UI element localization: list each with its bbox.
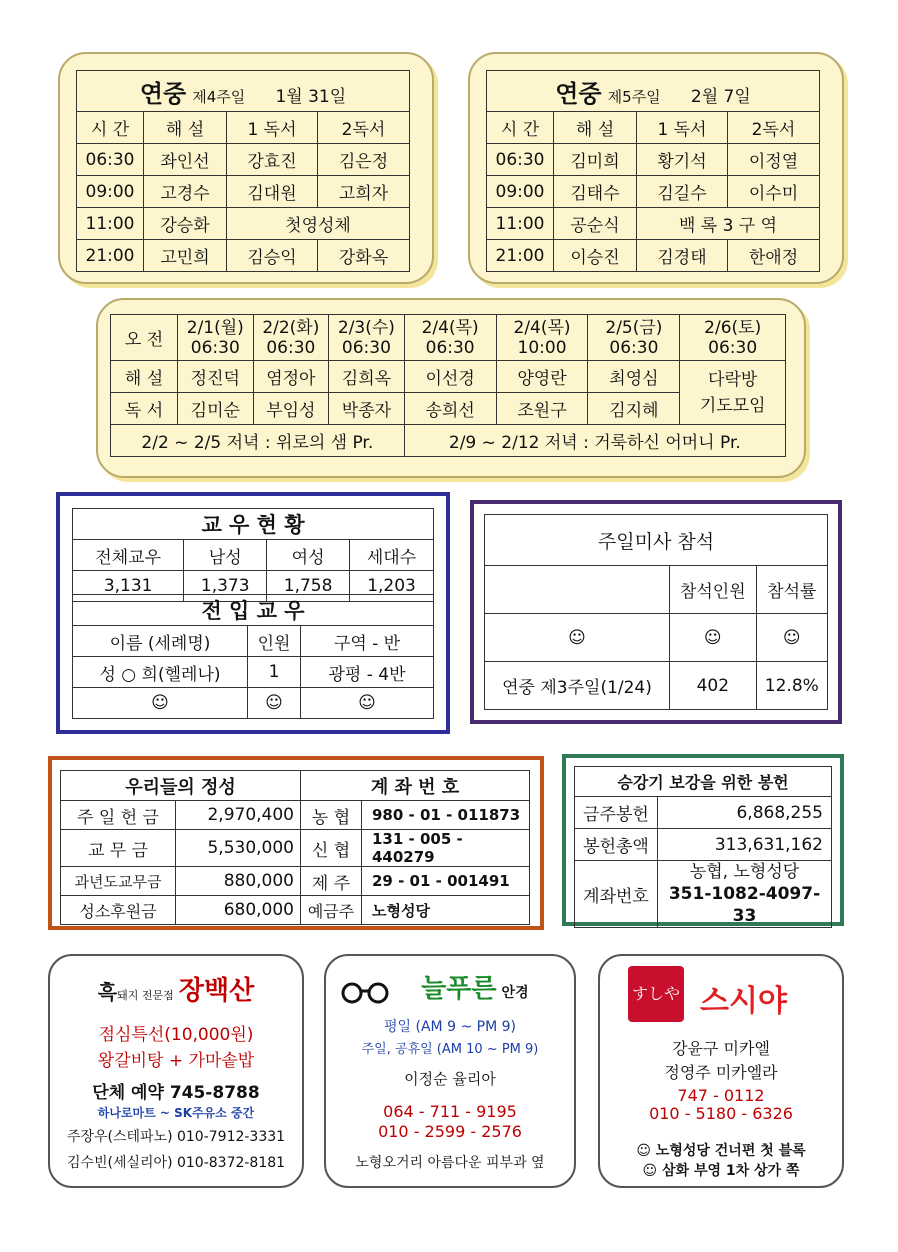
cell-weekday-days-0-time: 06:30	[190, 337, 240, 358]
cell-weekday-days-4-commentary: 양영란	[496, 361, 588, 393]
cell-week4-rows-3-0: 21:00	[77, 240, 144, 272]
cell-parish-headers-3: 세대수	[350, 540, 434, 571]
cell-offering-rows-1-account: 131 - 005 - 440279	[362, 830, 530, 867]
cell-weekday-days-4-reading: 조원구	[496, 393, 588, 425]
label-commentary: 해 설	[111, 361, 178, 393]
cell-ad1-line5: 주장우(스테파노) 010-7912-3331	[66, 1129, 286, 1145]
cell-ad2-line4: 064 - 711 - 9195	[383, 1102, 517, 1121]
cell-weekday-days-2-reading: 박종자	[329, 393, 405, 425]
cell-week5-headers-2: 1 독서	[637, 112, 728, 144]
attendance-title: 주일미사 참석	[485, 515, 828, 566]
week4-date: 1월 31일	[275, 86, 347, 107]
cell-ad1-prefix: 흑	[97, 980, 118, 1004]
cell-week5-rows-2-1: 공순식	[554, 208, 637, 240]
cell-week4-rows-3-2: 김승익	[227, 240, 318, 272]
parish-status	[56, 492, 450, 734]
cell-week4-rows-2-0: 11:00	[77, 208, 144, 240]
cell-parish-newcomer_row-0: 성 ○ 희(헬레나)	[73, 657, 248, 688]
cell-attendance-headers-1: 참석인원	[670, 566, 757, 614]
cell-week4-rows-0-3: 김은정	[318, 144, 410, 176]
cell-ad2-suffix: 안경	[501, 985, 529, 1001]
cell-week5-rows-0-2: 황기석	[637, 144, 728, 176]
cell-weekday-days-6-merged-0: 다락방	[708, 369, 758, 390]
cell-ad3-line3: 747 - 0112	[677, 1086, 765, 1105]
cell-attendance-smiles-2: ☺	[756, 614, 827, 662]
cell-attendance-headers-2: 참석률	[756, 566, 827, 614]
attendance	[470, 500, 842, 724]
ad-sushiya	[598, 954, 844, 1188]
cell-week4-rows-0-1: 좌인선	[144, 144, 227, 176]
cell-offering-rows-3-label: 성소후원금	[61, 896, 176, 925]
cell-parish-smiles-0: ☺	[73, 688, 248, 719]
cell-ad2-name: 늘푸른	[421, 974, 497, 1004]
account-title: 계 좌 번 호	[301, 771, 530, 801]
week4-title-cell	[77, 71, 410, 112]
cell-attendance-row-2: 12.8%	[756, 662, 827, 710]
header-reading1: 1 독서	[227, 112, 318, 144]
elevator-offering	[562, 754, 844, 926]
cell-ad1-line1: 점심특선(10,000원)	[98, 1025, 254, 1045]
week4-schedule	[58, 52, 434, 284]
cell-ad1-prefix_small: 돼지 전문점	[117, 989, 174, 1002]
cell-weekday-days-6-date: 2/6(토)	[704, 317, 762, 338]
cell-attendance-row-1: 402	[670, 662, 757, 710]
cell-ad3-logo_text: すしや	[631, 984, 680, 1003]
cell-week4-rows-0-0: 06:30	[77, 144, 144, 176]
cell-weekday-days-5-time: 06:30	[609, 337, 659, 358]
cell-ad3-line6: ☺ 삼화 부영 1차 상가 쪽	[642, 1163, 800, 1179]
cell-parish-newcomer_headers-1: 인원	[248, 626, 301, 657]
cell-offering-rows-1-bank: 신 협	[301, 830, 362, 867]
cell-week4-rows-1-1: 고경수	[144, 176, 227, 208]
cell-parish-newcomer_row-1: 1	[248, 657, 301, 688]
cell-week5-rows-0-3: 이정열	[728, 144, 820, 176]
cell-weekday-days-3-date: 2/4(목)	[421, 317, 479, 338]
cell-week5-rows-2-0: 11:00	[487, 208, 554, 240]
cell-ad1-line4: 하나로마트 ~ SK주유소 중간	[97, 1106, 255, 1120]
cell-offering-rows-0-bank: 농 협	[301, 801, 362, 830]
cell-weekday-days-0-date: 2/1(월)	[186, 317, 244, 338]
cell-parish-headers-2: 여성	[267, 540, 350, 571]
week5-schedule	[468, 52, 844, 284]
cell-week5-rows-1-2: 김길수	[637, 176, 728, 208]
cell-offering-rows-0-account: 980 - 01 - 011873	[362, 801, 530, 830]
parish-title: 교 우 현 황	[73, 509, 434, 540]
cell-weekday-days-1-reading: 부임성	[253, 393, 329, 425]
sushiya-name: 스시야	[700, 984, 787, 1019]
cell-parish-headers-1: 남성	[184, 540, 267, 571]
cell-week4-rows-1-0: 09:00	[77, 176, 144, 208]
week5-table	[486, 70, 820, 272]
elevator-title: 승강기 보강을 위한 봉헌	[575, 767, 832, 797]
cell-weekday-days-5-commentary: 최영심	[588, 361, 680, 393]
cell-week5-rows-1-0: 09:00	[487, 176, 554, 208]
cell-offering-rows-2-amount: 880,000	[176, 867, 301, 896]
cell-week5-rows-0-1: 김미희	[554, 144, 637, 176]
cell-week4-rows-3-1: 고민희	[144, 240, 227, 272]
note-left: 2/2 ~ 2/5 저녁 : 위로의 샘 Pr.	[111, 425, 405, 457]
cell-elevator-rows-1-label: 봉헌총액	[575, 829, 658, 861]
offering	[48, 756, 544, 930]
cell-week4-rows-0-2: 강효진	[227, 144, 318, 176]
cell-week4-rows-1-2: 김대원	[227, 176, 318, 208]
cell-week5-rows-2-2: 백 록 3 구 역	[637, 208, 820, 240]
cell-weekday-days-4-time: 10:00	[517, 337, 567, 358]
weekday-table	[110, 314, 786, 457]
cell-offering-rows-1-label: 교 무 금	[61, 830, 176, 867]
cell-weekday-days-5-date: 2/5(금)	[605, 317, 663, 338]
week4-table	[76, 70, 410, 272]
cell-weekday-days-2-time: 06:30	[341, 337, 391, 358]
cell-ad2-line5: 010 - 2599 - 2576	[378, 1122, 522, 1141]
cell-parish-newcomer_headers-2: 구역 - 반	[301, 626, 434, 657]
cell-ad1-line6: 김수빈(세실리아) 010-8372-8181	[66, 1155, 286, 1171]
cell-parish-values-0: 3,131	[73, 571, 184, 602]
cell-ad2-line6: 노형오거리 아름다운 피부과 옆	[355, 1155, 545, 1171]
cell-elevator-account_lines-1: 351-1082-4097-33	[668, 884, 821, 926]
cell-weekday-days-1-date: 2/2(화)	[262, 317, 320, 338]
cell-week5-headers-1: 해 설	[554, 112, 637, 144]
cell-week4-rows-2-2: 첫영성체	[227, 208, 410, 240]
cell-ad1-line3: 단체 예약 745-8788	[92, 1083, 260, 1103]
cell-offering-rows-2-label: 과년도교무금	[61, 867, 176, 896]
cell-elevator-rows-0-label: 금주봉헌	[575, 797, 658, 829]
cell-offering-rows-2-bank: 제 주	[301, 867, 362, 896]
cell-weekday-days-5-reading: 김지혜	[588, 393, 680, 425]
week5-title-cell	[487, 71, 820, 112]
cell-weekday-days-1-commentary: 염정아	[253, 361, 329, 393]
cell-offering-rows-3-bank: 예금주	[301, 896, 362, 925]
ad-jangbaeksan	[48, 954, 304, 1188]
cell-week5-rows-3-3: 한애정	[728, 240, 820, 272]
cell-weekday-days-6-merged-1: 기도모임	[699, 395, 766, 416]
cell-offering-rows-3-amount: 680,000	[176, 896, 301, 925]
cell-offering-rows-0-label: 주 일 헌 금	[61, 801, 176, 830]
week5-week: 제5주일	[607, 87, 661, 106]
header-time: 시 간	[77, 112, 144, 144]
cell-weekday-days-1-time: 06:30	[266, 337, 316, 358]
cell-week5-rows-1-1: 김태수	[554, 176, 637, 208]
label-reading: 독 서	[111, 393, 178, 425]
cell-weekday-days-4-date: 2/4(목)	[513, 317, 571, 338]
week4-week: 제4주일	[192, 87, 246, 106]
cell-ad3-line5: ☺ 노형성당 건너편 첫 블록	[636, 1143, 806, 1159]
note-right: 2/9 ~ 2/12 저녁 : 거룩하신 어머니 Pr.	[404, 425, 785, 457]
glasses-icon	[338, 981, 392, 1005]
cell-parish-values-1: 1,373	[184, 571, 267, 602]
cell-attendance-smiles-0: ☺	[485, 614, 670, 662]
cell-offering-rows-1-amount: 5,530,000	[176, 830, 301, 867]
sushiya-logo	[628, 966, 684, 1022]
cell-parish-smiles-2: ☺	[301, 688, 434, 719]
cell-ad2-line2: 주일, 공휴일 (AM 10 ~ PM 9)	[361, 1042, 539, 1057]
cell-weekday-days-3-commentary: 이선경	[404, 361, 496, 393]
cell-elevator-account_label: 계좌번호	[575, 861, 658, 928]
cell-parish-headers-0: 전체교우	[73, 540, 184, 571]
newcomer-title: 전 입 교 우	[73, 595, 434, 626]
header-reading2: 2독서	[318, 112, 410, 144]
cell-attendance-smiles-1: ☺	[670, 614, 757, 662]
cell-parish-values-3: 1,203	[350, 571, 434, 602]
cell-ad1-name: 장백산	[178, 976, 255, 1006]
offering-title: 우리들의 정성	[61, 771, 301, 801]
cell-weekday-days-3-time: 06:30	[425, 337, 475, 358]
label-morning: 오 전	[111, 315, 178, 361]
cell-week5-rows-0-0: 06:30	[487, 144, 554, 176]
week4-title: 연중	[139, 79, 187, 108]
cell-week4-rows-2-1: 강승화	[144, 208, 227, 240]
cell-elevator-rows-1-value: 313,631,162	[658, 829, 832, 861]
cell-parish-smiles-1: ☺	[248, 688, 301, 719]
cell-attendance-headers-0	[485, 566, 670, 614]
cell-week5-rows-3-2: 김경태	[637, 240, 728, 272]
cell-ad2-line3: 이정순 율리아	[404, 1070, 496, 1088]
cell-ad3-line1: 강윤구 미카엘	[672, 1039, 770, 1058]
cell-week5-rows-1-3: 이수미	[728, 176, 820, 208]
week5-date: 2월 7일	[690, 86, 751, 107]
cell-ad1-line2: 왕갈비탕 + 가마솥밥	[97, 1051, 255, 1071]
cell-offering-rows-0-amount: 2,970,400	[176, 801, 301, 830]
cell-weekday-days-2-commentary: 김희옥	[329, 361, 405, 393]
cell-offering-rows-3-account: 노형성당	[362, 896, 530, 925]
cell-weekday-days-3-reading: 송희선	[404, 393, 496, 425]
cell-offering-rows-2-account: 29 - 01 - 001491	[362, 867, 530, 896]
cell-week4-rows-1-3: 고희자	[318, 176, 410, 208]
cell-week5-rows-3-0: 21:00	[487, 240, 554, 272]
cell-ad3-line2: 정영주 미카엘라	[664, 1063, 778, 1082]
cell-weekday-days-6-time: 06:30	[708, 337, 758, 358]
cell-parish-values-2: 1,758	[267, 571, 350, 602]
cell-week5-rows-3-1: 이승진	[554, 240, 637, 272]
ad-neulpureun	[324, 954, 576, 1188]
cell-elevator-rows-0-value: 6,868,255	[658, 797, 832, 829]
cell-week4-rows-3-3: 강화옥	[318, 240, 410, 272]
header-commentary: 해 설	[144, 112, 227, 144]
cell-weekday-days-0-reading: 김미순	[178, 393, 254, 425]
cell-week5-headers-3: 2독서	[728, 112, 820, 144]
weekday-schedule	[96, 298, 806, 478]
cell-ad3-line4: 010 - 5180 - 6326	[649, 1104, 793, 1123]
cell-week5-headers-0: 시 간	[487, 112, 554, 144]
cell-elevator-account_lines-0: 농협, 노형성당	[689, 862, 800, 882]
week5-title: 연중	[555, 79, 602, 108]
cell-parish-newcomer_headers-0: 이름 (세례명)	[73, 626, 248, 657]
cell-weekday-days-0-commentary: 정진덕	[178, 361, 254, 393]
cell-weekday-days-2-date: 2/3(수)	[337, 317, 395, 338]
cell-parish-newcomer_row-2: 광평 - 4반	[301, 657, 434, 688]
cell-attendance-row-0: 연중 제3주일(1/24)	[485, 662, 670, 710]
cell-ad2-line1: 평일 (AM 9 ~ PM 9)	[384, 1019, 516, 1035]
